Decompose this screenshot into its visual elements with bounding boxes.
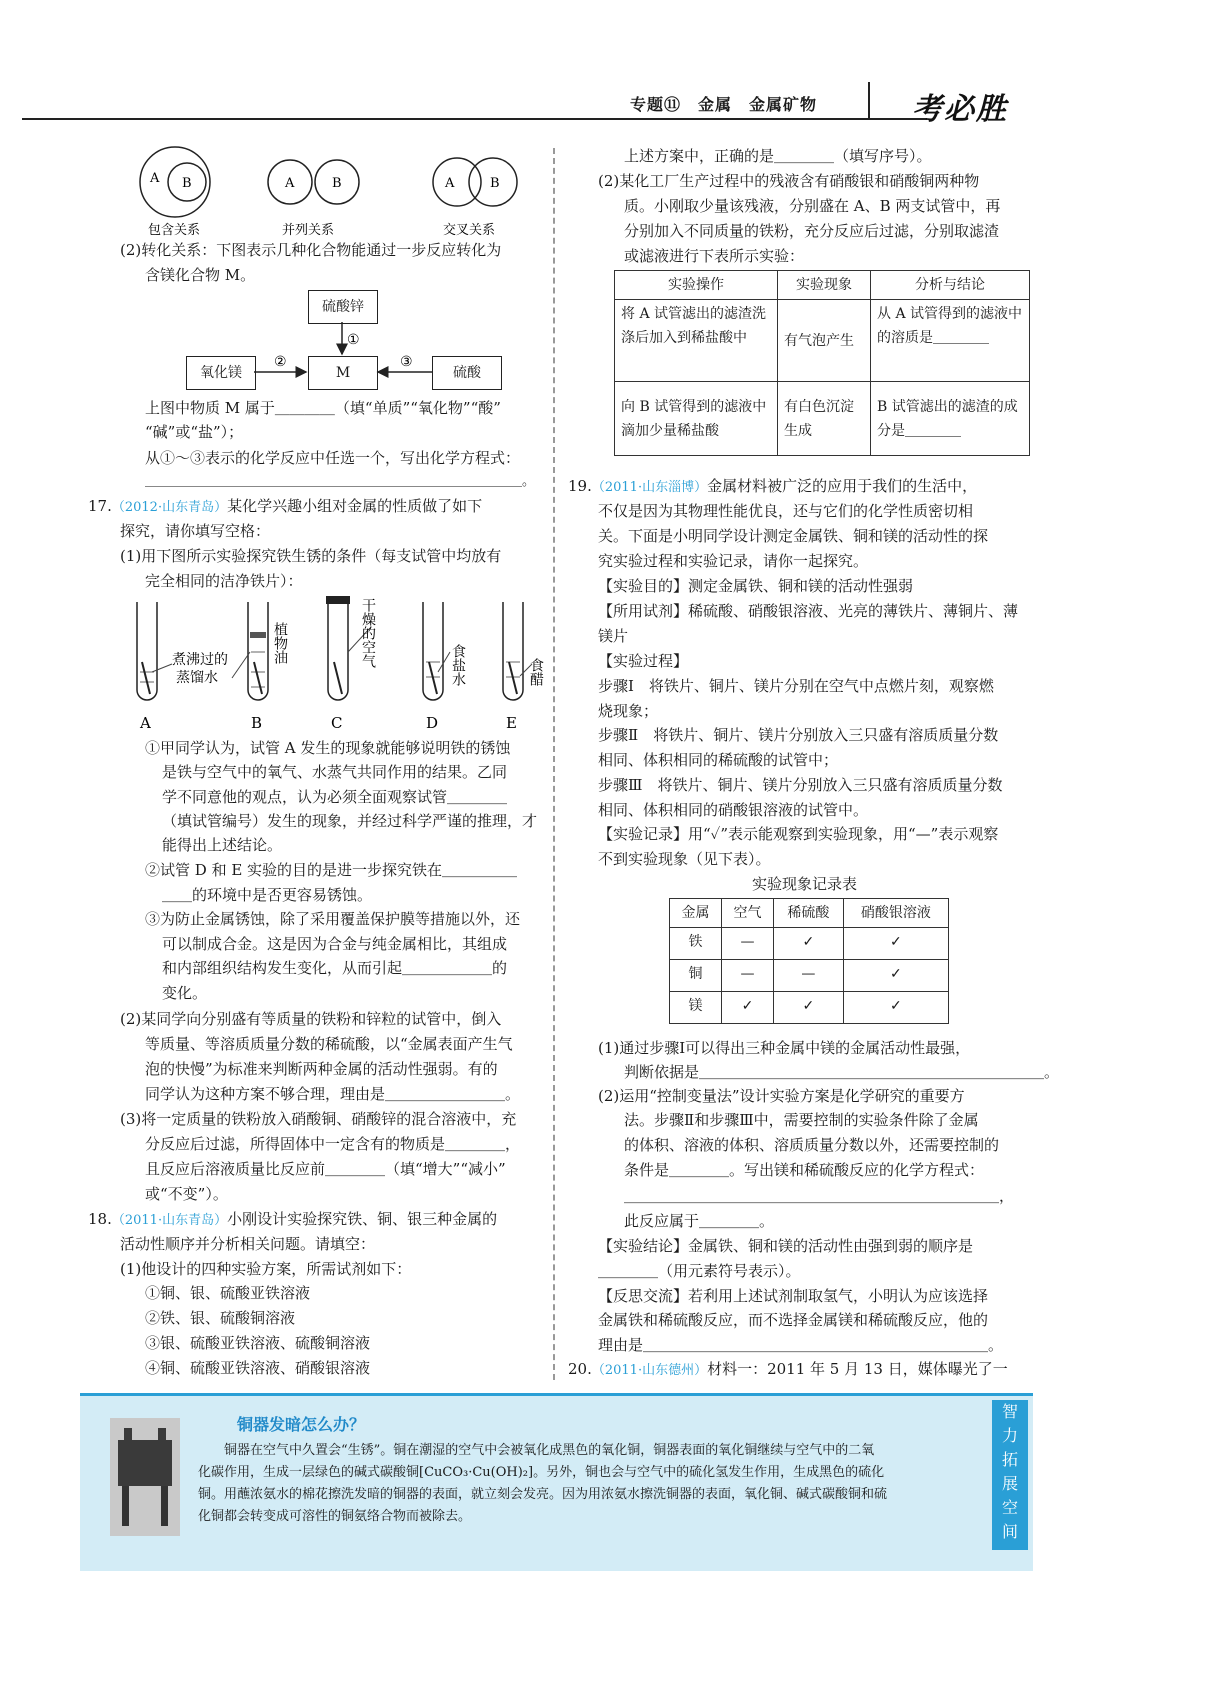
table-row — [615, 382, 1030, 456]
q17-s1-3: （填试管编号）发生的现象，并经过科学严谨的推理，才 — [162, 812, 538, 830]
tip-line-1: 铜器在空气中久置会“生锈”。铜在潮湿的空气中会被氧化成黑色的氧化铜，铜器表面的氧化铜继续与空气中的二氧 — [224, 1443, 875, 1458]
venn-caption-parallel: 并列关系 — [282, 223, 335, 238]
venn-caption-cross: 交叉关系 — [443, 223, 496, 238]
q19-th-silver: 硝酸银溶液 — [843, 899, 948, 928]
tip-line-2: 化碳作用，生成一层绿色的碱式碳酸铜[CuCO₃·Cu(OH)₂]。另外，铜也会与空气中的硫化氢发生作用，生成黑色的硫化 — [198, 1465, 885, 1480]
q18-r2-phen: 有白色沉淀生成 — [778, 382, 871, 456]
q17-p3-0: (3)将一定质量的铁粉放入硝酸铜、硝酸锌的混合溶液中，充 — [120, 1110, 517, 1128]
q19-after-4: 的体积、溶液的体积、溶质质量分数以外，还需要控制的 — [624, 1136, 1000, 1154]
q17-s3-2: 和内部组织结构发生变化，从而引起＿＿＿＿＿＿的 — [162, 959, 508, 977]
q20-header: 20.（2011·山东德州）材料一：2011 年 5 月 13 日，媒体曝光了一 — [568, 1360, 1008, 1378]
label-distilled: 蒸馏水 — [176, 670, 218, 686]
header-divider — [868, 82, 870, 118]
q19-line-7: 步骤Ⅰ 将铁片、铜片、镁片分别在空气中点燃片刻，观察燃 — [598, 677, 994, 695]
arrow-label-3: ③ — [400, 354, 413, 370]
venn-diagrams — [130, 142, 540, 242]
label-vinegar: 食醋 — [528, 658, 544, 686]
q18-th-op: 实验操作 — [615, 271, 778, 300]
q19-table-title: 实验现象记录表 — [752, 875, 858, 893]
q17-s2-0: ②试管 D 和 E 实验的目的是进一步探究铁在＿＿＿＿＿ — [145, 861, 518, 879]
q19-source-tag: （2011·山东淄博） — [591, 480, 708, 495]
conversion-arrows — [180, 320, 510, 390]
table-row — [615, 300, 1030, 382]
q19-line-3: 【实验目的】测定金属铁、铜和镁的活动性强弱 — [598, 577, 914, 595]
tube-b — [248, 602, 268, 700]
label-oil: 植物油 — [272, 622, 288, 664]
tube-label-e: E — [506, 714, 517, 732]
q18-r1: 上述方案中，正确的是＿＿＿＿（填写序号）。 — [624, 147, 932, 165]
q19-after-11: 金属铁和稀硫酸反应，而不选择金属镁和稀硫酸反应，他的 — [598, 1311, 989, 1329]
q18-th-phen: 实验现象 — [778, 271, 871, 300]
venn-label-a1: A — [150, 171, 160, 186]
tube-label-b: B — [251, 714, 263, 732]
q18-source-tag: （2011·山东青岛） — [111, 1213, 228, 1228]
box-sulfuric-acid: 硫酸 — [432, 356, 502, 390]
arrow-label-2: ② — [274, 354, 287, 370]
tube-label-d: D — [426, 714, 439, 732]
tube-label-a: A — [140, 714, 151, 732]
venn-label-a2: A — [285, 176, 295, 191]
q19-line-4: 【所用试剂】稀硫酸、硝酸银溶液、光亮的薄铁片、薄铜片、薄 — [598, 602, 1019, 620]
q19-after-12: 理由是＿＿＿＿＿＿＿＿＿＿＿＿＿＿＿＿＿＿＿＿＿＿＿。 — [598, 1336, 1004, 1354]
q19-line-14: 不到实验现象（见下表）。 — [598, 850, 771, 868]
table-row: 铁 — ✓ ✓ — [670, 928, 949, 960]
q17-s3-3: 变化。 — [162, 984, 208, 1002]
arrow-label-1: ① — [347, 332, 360, 348]
column-divider — [553, 148, 555, 1380]
q16-p2-line1: (2)转化关系：下图表示几种化合物能通过一步反应转化为 — [120, 241, 502, 259]
tip-line-3: 铜。用蘸浓氨水的棉花擦洗发暗的铜器的表面，就立刻会发亮。因为用浓氨水擦洗铜器的表面，氧化铜、碱式碳酸铜和硫 — [198, 1487, 888, 1502]
q18-opt1: ①铜、银、硫酸亚铁溶液 — [145, 1284, 311, 1302]
q17-line3: (1)用下图所示实验探究铁生锈的条件（每支试管中均放有 — [120, 547, 502, 565]
table-row: 铜 — — ✓ — [670, 960, 949, 992]
q18-line2: 活动性顺序并分析相关问题。请填空： — [120, 1235, 376, 1253]
tip-line-4: 化铜都会转变成可溶性的铜氨络合物而被除去。 — [198, 1509, 472, 1524]
q16-line4: ＿＿＿＿＿＿＿＿＿＿＿＿＿＿＿＿＿＿＿＿＿＿＿＿＿＿＿＿＿。 — [145, 474, 536, 489]
q19-th-air: 空气 — [721, 899, 773, 928]
q18-opt3: ③银、硫酸亚铁溶液、硫酸铜溶液 — [145, 1334, 371, 1352]
q18-r2-concl: B 试管滤出的滤渣的成分是＿＿＿＿ — [871, 382, 1030, 456]
q19-line-8: 烧现象； — [598, 702, 659, 720]
q17-s2-1: ＿＿的环境中是否更容易锈蚀。 — [162, 886, 373, 904]
venn-caption-contain: 包含关系 — [148, 223, 201, 238]
brand-logo: 考必胜 — [912, 92, 1008, 127]
q18-r2-1: 质。小刚取少量该残液，分别盛在 A、B 两支试管中，再 — [624, 197, 1001, 215]
venn-label-b2: B — [332, 176, 342, 191]
q17-line4: 完全相同的洁净铁片）： — [145, 572, 303, 590]
q19-line-11: 步骤Ⅲ 将铁片、铜片、镁片分别放入三只盛有溶质质量分数 — [598, 776, 1003, 794]
q19-th-acid: 稀硫酸 — [773, 899, 843, 928]
venn-label-b1: B — [182, 176, 192, 191]
tube-d — [423, 602, 443, 700]
venn-cross-a — [433, 158, 481, 206]
q19-line-10: 相同、体积相同的稀硫酸的试管中； — [598, 751, 839, 769]
label-salt-water: 食盐水 — [450, 644, 466, 686]
q17-header: 17.（2012·山东青岛）某化学兴趣小组对金属的性质做了如下 — [88, 497, 483, 515]
q17-p2-1: 等质量、等溶质质量分数的稀硫酸，以“金属表面产生气 — [145, 1035, 513, 1053]
q19-line-1: 关。下面是小明同学设计测定金属铁、铜和镁的活动性的探 — [598, 527, 989, 545]
q19-after-6: ＿＿＿＿＿＿＿＿＿＿＿＿＿＿＿＿＿＿＿＿＿＿＿＿＿， — [624, 1187, 1015, 1205]
header-title: 专题⑪ 金属 金属矿物 — [630, 95, 818, 114]
q17-s1-0: ①甲同学认为，试管 A 发生的现象就能够说明铁的锈蚀 — [145, 739, 511, 757]
q18-experiment-table — [614, 270, 1030, 456]
q17-s1-4: 能得出上述结论。 — [162, 836, 283, 854]
q17-source-tag: （2012·山东青岛） — [111, 500, 228, 515]
q19-after-10: 【反思交流】若利用上述试剂制取氢气，小明认为应该选择 — [598, 1287, 989, 1305]
q18-r1-phen: 有气泡产生 — [778, 300, 871, 382]
q17-p3-3: 或“不变”）。 — [145, 1185, 228, 1203]
q17-p2-3: 同学认为这种方案不够合理，理由是＿＿＿＿＿＿＿＿。 — [145, 1085, 521, 1103]
q19-record-table — [669, 898, 949, 1024]
tube-label-c: C — [331, 714, 343, 732]
q18-r2-3: 或滤液进行下表所示实验： — [624, 247, 805, 265]
q19-line-6: 【实验过程】 — [598, 652, 689, 670]
q18-opt2: ②铁、银、硫酸铜溶液 — [145, 1309, 296, 1327]
box-magnesium-oxide: 氧化镁 — [186, 356, 256, 390]
q20-source-tag: （2011·山东德州） — [591, 1363, 708, 1378]
q18-r2-0: (2)某化工厂生产过程中的残液含有硝酸银和硝酸铜两种物 — [598, 172, 980, 190]
tube-b-oil-layer — [250, 632, 266, 638]
bronze-vessel-image — [110, 1418, 180, 1536]
q18-r1-concl: 从 A 试管得到的滤液中的溶质是＿＿＿＿ — [871, 300, 1030, 382]
q16-line3: 从①～③表示的化学反应中任选一个，写出化学方程式： — [145, 449, 521, 467]
tube-c — [328, 602, 348, 700]
q19-th-metal: 金属 — [670, 899, 722, 928]
box-m: M — [308, 356, 378, 390]
q19-after-5: 条件是＿＿＿＿。写出镁和稀硫酸反应的化学方程式： — [624, 1161, 985, 1179]
q17-line2: 探究，请你填写空格： — [120, 522, 271, 540]
q16-p2-line2: 含镁化合物 M。 — [145, 266, 256, 284]
table-row: 镁 ✓ ✓ ✓ — [670, 992, 949, 1024]
q17-p3-2: 且反应后溶液质量比反应前＿＿＿＿（填“增大”“减小” — [145, 1160, 506, 1178]
q17-s1-2: 学不同意他的观点，认为必须全面观察试管＿＿＿＿ — [162, 788, 508, 806]
label-dry-air: 干燥的空气 — [360, 598, 376, 668]
q17-s3-1: 可以制成合金。这是因为合金与纯金属相比，其组成 — [162, 935, 508, 953]
test-tubes-figure — [120, 592, 560, 734]
q19-after-0: (1)通过步骤Ⅰ可以得出三种金属中镁的金属活动性最强， — [598, 1039, 971, 1057]
q19-line-2: 究实验过程和实验记录，请你一起探究。 — [598, 552, 869, 570]
q19-after-3: 法。步骤Ⅱ和步骤Ⅲ中，需要控制的实验条件除了金属 — [624, 1111, 979, 1129]
q17-s3-0: ③为防止金属锈蚀，除了采用覆盖保护膜等措施以外，还 — [145, 910, 521, 928]
q18-r2-op: 向 B 试管得到的滤液中滴加少量稀盐酸 — [615, 382, 778, 456]
q19-line-0: 不仅是因为其物理性能优良，还与它们的化学性质密切相 — [598, 502, 974, 520]
header-rule — [22, 118, 927, 120]
q19-line-13: 【实验记录】用“✓”表示能观察到实验现象，用“—”表示观察 — [598, 825, 999, 843]
q16-line1: 上图中物质 M 属于＿＿＿＿（填“单质”“氧化物”“酸” — [145, 399, 501, 417]
q18-opt4: ④铜、硫酸亚铁溶液、硝酸银溶液 — [145, 1359, 371, 1377]
q19-after-9: ＿＿＿＿（用元素符号表示）。 — [598, 1262, 801, 1280]
q19-after-7: 此反应属于＿＿＿＿。 — [624, 1212, 775, 1230]
q19-line-9: 步骤Ⅱ 将铁片、铜片、镁片分别放入三只盛有溶质质量分数 — [598, 726, 999, 744]
q18-header: 18.（2011·山东青岛）小刚设计实验探究铁、铜、银三种金属的 — [88, 1210, 498, 1228]
q17-p2-0: (2)某同学向分别盛有等质量的铁粉和锌粒的试管中，倒入 — [120, 1010, 502, 1028]
q18-th-concl: 分析与结论 — [871, 271, 1030, 300]
venn-label-b3: B — [490, 176, 500, 191]
tube-e — [503, 602, 523, 700]
q19-after-2: (2)运用“控制变量法”设计实验方案是化学研究的重要方 — [598, 1087, 965, 1105]
q19-line-12: 相同、体积相同的硝酸银溶液的试管中。 — [598, 801, 869, 819]
q19-header: 19.（2011·山东淄博）金属材料被广泛的应用于我们的生活中， — [568, 477, 978, 495]
box-zinc-sulfate: 硫酸锌 — [308, 290, 378, 324]
q18-r1-op: 将 A 试管滤出的滤渣洗涤后加入到稀盐酸中 — [615, 300, 778, 382]
q19-after-8: 【实验结论】金属铁、铜和镁的活动性由强到弱的顺序是 — [598, 1237, 974, 1255]
q16-line2: “碱”或“盐”）； — [145, 423, 244, 441]
q19-after-1: 判断依据是＿＿＿＿＿＿＿＿＿＿＿＿＿＿＿＿＿＿＿＿＿＿＿。 — [624, 1063, 1060, 1081]
q17-p3-1: 分反应后过滤，所得固体中一定含有的物质是＿＿＿＿， — [145, 1135, 521, 1153]
q17-p2-2: 泡的快慢”为标准来判断两种金属的活动性强弱。有的 — [145, 1060, 498, 1078]
q18-r2-2: 分别加入不同质量的铁粉，充分反应后过滤，分别取滤渣 — [624, 222, 1000, 240]
label-boiled: 煮沸过的 — [172, 652, 228, 668]
tip-title: 铜器发暗怎么办？ — [237, 1415, 366, 1434]
tube-c-stopper — [326, 596, 350, 604]
q19-line-5: 镁片 — [598, 627, 629, 645]
q18-line3: (1)他设计的四种实验方案，所需试剂如下： — [120, 1260, 412, 1278]
side-tab: 智 力 拓 展 空 间 — [992, 1400, 1028, 1550]
venn-label-a3: A — [445, 176, 455, 191]
q17-s1-1: 是铁与空气中的氧气、水蒸气共同作用的结果。乙同 — [162, 763, 508, 781]
